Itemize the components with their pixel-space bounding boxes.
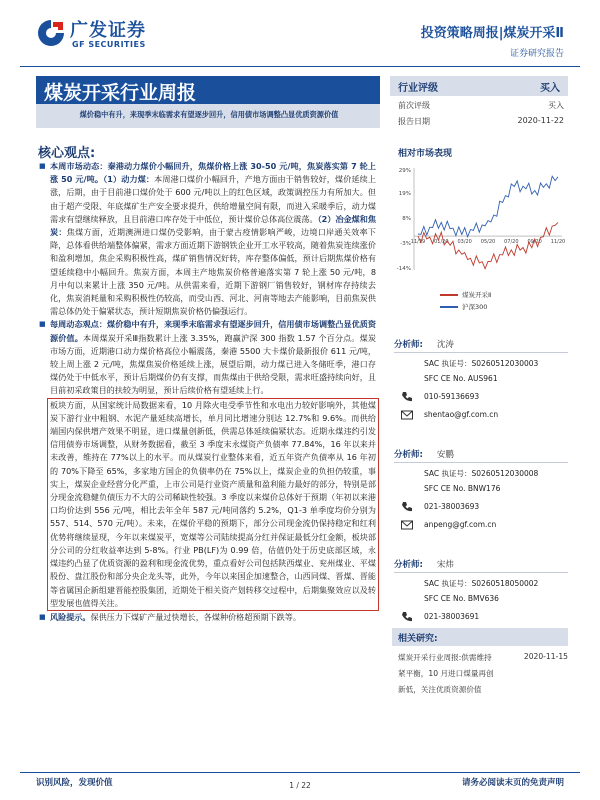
analyst-label: 分析师: [394,560,423,570]
core-p2-text: 本周煤炭开采Ⅲ指数累计上涨 3.35%，跑赢沪深 300 指数 1.57 个百分点。煤炭市场方面，近期港口动力煤价格高位小幅震荡，秦港 5500 大卡煤价最新报价 611 元/吨，较上周上涨 2 元/吨，焦煤焦炭价格延续上涨，展望后期，动力煤已进入冬储旺季，港口存煤仍处于中低水平，预计后期煤价仍有支撑，而焦煤由于供给受限，需求旺盛持续向好，且目前初采政策目的扶较为明显，预计后续价格有望延续上行。 [50,332,376,396]
analyst-name: 宋炜 [436,560,454,570]
core-paragraph-3 [47,398,379,611]
analyst-name: 沈涛 [436,340,454,350]
rating-label: 行业评级 [398,83,438,94]
email-icon [400,518,414,532]
analyst-phone: 021-38003693 [424,502,480,511]
analyst-divider [394,352,568,353]
x-tick-label: 07/20 [504,239,519,246]
core-paragraph-4 [50,611,376,624]
prev-rating-label: 前次评级 [398,101,430,110]
email-icon [400,408,414,422]
phone-icon [400,610,414,624]
report-date-row [398,116,564,127]
rating-value: 买入 [540,83,560,94]
core-p3-text: 板块方面，从国家统计局数据来看，10 月除火电受季节性和水电出力较好影响外，其他煤炭下游行业中粗钢、水泥产量延续高增长，单月同比增速分别达 12.7%和 9.6%。而供给端国内保供增产效果不明显，进口煤量创新低，供需总体延续偏紧状态。近期永煤违约引发信用债券市场调整，从财务数据看，截至 3 季度末永煤资产负债率 77.84%，16 年以来并未改善，维持在 77%以上的水平。而从煤炭行业整体来看，近五年资产负债率从 16 年初的 70%下降至 65%，多家地方国企的负债率仍在 75%以上，煤炭企业的负担仍较重，事实上，煤炭企业经营分化严重，上市公司是行业资产质量和盈利能力最好的部分，特别是部分现金流稳健负债压力不大的公司稀缺性较强。3 季度以来煤价总体好于预期（年初以来港口均价达到 556 元/吨，相比去年全年 587 元/吨同落约 5.2%，Q1-3 单季度均价分别为 557、514、570 元/吨）。未来，在煤价平稳的预期下，部分公司现金流仍保持稳定和红利优势将继续显现，今年以来煤炭平，宽煤等公司陆续提高分红并保证最低分红金额，板块部分公司的分红收益率达到 5-8%。行业 PB(LF)为 0.99 倍，估值仍处于历史底部区域，永煤违约凸显了优质资源的盈利和现金流优势，重点看好公司包括陕西煤业、兖州煤业、平煤股份、盘江股份和部分央企龙头等，此外，今年以来国企加速整合，山西同煤、晋煤、晋能等省属国企新组建晋能控股集团，近期处于相关资产划转移交过程中，后期集聚效应以及转型发展也值得关注。 [50,399,376,608]
analyst-phone: 021-38003691 [424,612,480,621]
analyst-header [394,558,570,570]
footer-disclaimer: 请务必阅读末页的免责声明 [461,778,564,788]
chart-title: 相对市场表现 [398,149,453,159]
core-paragraph-1 [50,160,376,318]
related-row[interactable] [398,668,568,679]
analyst-block [394,338,570,419]
phone-icon [400,500,414,514]
related-title: 相关研究: [398,634,438,644]
analyst-label: 分析师: [394,450,423,460]
analyst-sac: SAC 执证号：S0260512030008 [424,469,539,478]
report-date-value: 2020-11-22 [517,116,564,125]
analyst-header [394,338,570,350]
analyst-header [394,448,570,460]
legend-swatch-coal [440,294,458,296]
x-tick-label: 09/20 [527,239,542,246]
core-p1-text2: 焦煤方面，近期澳洲进口煤仍受影响，由于蒙古疫情影响严峻，边境口岸通关效率下降，总体看供给端整体偏紧，需求方面近期下游钢铁企业开工水平较高，随着焦炭连续涨价和盈利增加，焦企采购积极性高，煤矿销售情况好转，库存整体偏低，预计后期焦煤价格有望延续稳中小幅回升。焦炭方面，本周主产地焦炭价格普遍落实第 7 轮上涨 50 元/吨，8 月中旬以来累计上涨 350 元/吨。从供需来看，近期下游钢厂销售较好，钢材库存持续去化，焦炭消耗量和采购积极性仍较高，而受山西、河北、河南等地去产能影响，目前焦炭供需总体仍处于偏紧状态，预计短期焦炭价格仍偏强运行。 [50,227,376,317]
related-row-text[interactable]: 煤炭开采行业周报:供需维持 [398,653,492,662]
legend-label-hs300: 沪深300 [462,303,488,311]
page-subtitle: 煤价稳中有升，来现季末临需求有望逐步回升，信用债市场调整凸显优质资源价值 [79,110,339,119]
analyst-sfc: SFC CE No. AUS961 [424,374,498,383]
y-tick-label: -14% [396,266,411,272]
logo-text-en: GF SECURITIES [72,40,146,49]
x-tick-label: 05/20 [480,239,496,246]
analyst-block [394,448,570,529]
report-date-label: 报告日期 [398,117,430,126]
x-tick-label: 03/20 [457,239,472,246]
page-number: 1 / 22 [289,781,311,790]
x-tick-label: 11/20 [550,239,566,246]
analyst-label: 分析师: [394,340,423,350]
analyst-sac: SAC 执证号：S0260512030003 [424,359,539,368]
page-title: 煤炭开采行业周报 [44,82,197,104]
related-row-text[interactable]: 紧平衡，10 月进口煤量再创 [398,669,494,678]
x-tick-label: 11/19 [410,239,426,246]
core-p2-bold: 每周动态观点：煤价稳中有升，来现季末临需求有望逐步回升，信用债市场调整凸显优质资源价值。 [50,319,376,343]
analyst-email[interactable]: anpeng@gf.com.cn [424,520,497,529]
y-tick-label: -3% [400,240,411,247]
y-tick-label: 19% [398,190,411,197]
logo-text-cn: 广发证券 [70,20,146,41]
related-row-text[interactable]: 新低，关注优质资源价值 [398,685,482,694]
legend-item-coal [440,290,491,299]
analyst-sac: SAC 执证号：S0260518050002 [424,579,539,588]
report-kind: 证券研究报告 [509,49,564,59]
analyst-email[interactable]: shentao@gf.com.cn [424,410,499,419]
prev-rating-row [398,100,564,111]
footer-slogan: 识别风险，发现价值 [36,778,113,788]
core-p1-text: 本周港口煤价小幅回升，产地方面由于销售较好，煤价延续上涨，后期，由于目前港口煤价处于 600 元/吨以上的红色区域，政策调控压力有所加大。但由于超产受限、年底煤矿生产安全要求提升，供给增量空间有限，而进入采暖季后，动力煤需求有望继续释放，且目前港口库存处于中低位，预计煤价总体高位震荡。 [50,174,376,224]
report-type: 投资策略周报|煤炭开采Ⅱ [420,26,564,41]
gf-logo-icon [36,18,66,48]
y-tick-label: 29% [398,168,411,174]
prev-rating-value: 买入 [548,101,564,110]
analyst-divider [394,572,568,573]
header-divider [20,66,580,67]
analyst-divider [394,462,568,463]
related-row-date: 2020-11-15 [523,652,568,661]
core-views-heading: 核心观点: [38,146,96,161]
core-p4-text: 保供压力下煤矿产量过快增长，各煤种价格超预期下跌等。 [90,611,301,622]
analyst-sfc: SFC CE No. BNW176 [424,484,501,493]
legend-label-coal: 煤炭开采Ⅱ [462,291,492,299]
legend-item-hs300 [440,302,487,311]
core-p4-bold: 风险提示。 [50,611,91,622]
x-tick-label: 01/20 [434,239,449,246]
analyst-phone: 010-59136693 [424,392,480,401]
core-p1-bold2: （2）冶金煤和焦炭： [50,213,376,238]
related-row[interactable] [398,684,568,695]
analyst-name: 安鹏 [436,450,454,460]
footer-divider [20,772,580,773]
analyst-block [394,558,570,621]
related-row[interactable] [398,652,568,663]
phone-icon [400,390,414,404]
analyst-sfc: SFC CE No. BMV636 [424,594,499,603]
legend-swatch-hs300 [440,306,458,308]
y-tick-label: 8% [402,215,411,222]
core-p1-bold: 本周市场动态：秦港动力煤价小幅回升，焦煤价格上涨 30-50 元/吨，焦炭落实第 7 轮上涨 50 元/吨。（1）动力煤： [50,161,376,185]
page-header [0,0,600,70]
core-paragraph-2 [50,318,376,397]
core-views-body [50,160,376,624]
